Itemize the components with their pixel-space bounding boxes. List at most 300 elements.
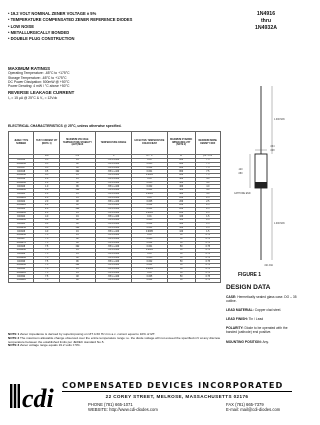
cdi-logo bbox=[10, 378, 58, 414]
table-cell: 19 bbox=[59, 271, 95, 275]
table-cell: 0.002 bbox=[131, 222, 167, 226]
table-cell: 7.5 bbox=[195, 170, 220, 174]
table-cell: 800 bbox=[167, 166, 195, 170]
table-cell: 1N4931A bbox=[9, 271, 34, 275]
table-cell: -55 to +100 bbox=[95, 196, 131, 200]
table-cell: 0.005 bbox=[131, 256, 167, 260]
dimension-label: .021 DIA bbox=[264, 265, 273, 267]
leakage-line: I₀ = 15 µA @ 25°C & V₀ = 12Vdc bbox=[8, 95, 58, 100]
table-cell: -55 to +100 bbox=[95, 249, 131, 253]
table-cell: 0.005 bbox=[131, 275, 167, 279]
table-cell: 1.0 bbox=[34, 192, 59, 196]
table-cell: -55 to +100 bbox=[95, 241, 131, 245]
table-cell: 0.0005 bbox=[131, 249, 167, 253]
table-cell: 0.002 bbox=[131, 204, 167, 208]
table-cell: 192 bbox=[59, 189, 95, 193]
design-text: Any. bbox=[262, 339, 269, 344]
unit-cell: % / °C bbox=[131, 155, 167, 159]
table-cell: 4.0 bbox=[34, 226, 59, 230]
logo-bar bbox=[18, 384, 20, 408]
table-cell: 1.5 bbox=[195, 230, 220, 234]
table-cell: 7.5 bbox=[34, 241, 59, 245]
table-cell: 7.5 bbox=[34, 237, 59, 241]
fax-number: FAX (781) 665-7379 bbox=[226, 402, 264, 407]
table-cell: 19 bbox=[59, 159, 95, 163]
table-cell: -55 to +100 bbox=[95, 271, 131, 275]
unit-cell: mV bbox=[59, 155, 95, 159]
dimension-label: 1.000 MIN bbox=[274, 223, 285, 225]
note-text: The maximum allowable change observed over the entire temperature range i.e. the diode voltage will not exceed the specified mV at any discrete temperature between the established limits per JEDEC standard No.5. bbox=[8, 335, 221, 344]
table-cell: 1N4919 bbox=[9, 177, 34, 181]
table-cell: 2.5 bbox=[195, 204, 220, 208]
design-text: Copper clad steel. bbox=[254, 308, 282, 313]
table-cell: 4.0 bbox=[195, 181, 220, 185]
table-cell: 0.002 bbox=[131, 260, 167, 264]
table-cell: 7.5 bbox=[195, 159, 220, 163]
table-cell: 1N4925A bbox=[9, 226, 34, 230]
design-item bbox=[226, 326, 298, 334]
table-cell: 50 bbox=[167, 256, 195, 260]
table-cell: 0.75 bbox=[195, 279, 220, 283]
rating-line: Storage Temperature: -65°C to +175°C bbox=[8, 75, 67, 80]
table-cell: 48 bbox=[59, 162, 95, 166]
table-cell: 0.75 bbox=[195, 275, 220, 279]
unit-cell: µV / √Hz bbox=[195, 155, 220, 159]
design-text: Diode to be operated with the banded (cathode) end positive. bbox=[226, 326, 288, 335]
table-cell: -55 to +100 bbox=[95, 215, 131, 219]
table-cell: 100 bbox=[167, 230, 195, 234]
table-cell: 1N4923A bbox=[9, 211, 34, 215]
design-item bbox=[226, 308, 298, 312]
feature-item: • DOUBLE PLUG CONSTRUCTION bbox=[8, 36, 75, 42]
notes-section bbox=[8, 333, 222, 348]
table-row bbox=[9, 279, 221, 283]
table-cell: 200 bbox=[167, 207, 195, 211]
rating-line: DC Power Dissipation: 500mW @ +50°C bbox=[8, 79, 70, 84]
table-cell: 1N4932 bbox=[9, 275, 34, 279]
design-label: LEAD MATERIAL: bbox=[226, 308, 254, 313]
table-cell: -55 to +100 bbox=[95, 275, 131, 279]
design-data bbox=[226, 284, 298, 349]
table-cell: 50 bbox=[167, 271, 195, 275]
table-cell: 19 bbox=[59, 196, 95, 200]
column-header: TEST CURRENT IZT (NOTE 1) bbox=[34, 132, 59, 155]
table-cell: 1N4931 bbox=[9, 267, 34, 271]
table-cell: 0.005 bbox=[131, 237, 167, 241]
table-header-row bbox=[9, 132, 221, 155]
table-cell: 48 bbox=[59, 181, 95, 185]
table-cell: -55 to +100 bbox=[95, 219, 131, 223]
footer-rule bbox=[62, 391, 292, 392]
table-cell: 0.75 bbox=[195, 252, 220, 256]
table-cell: 192 bbox=[59, 245, 95, 249]
table-cell: 2.0 bbox=[34, 200, 59, 204]
table-cell: 0.01 bbox=[131, 234, 167, 238]
table-cell: 4.0 bbox=[34, 215, 59, 219]
table-cell: 4.0 bbox=[195, 177, 220, 181]
table-cell: 1N4924 bbox=[9, 215, 34, 219]
design-text: Hermetically sealed glass case. DO – 35 outline. bbox=[226, 295, 297, 304]
table-cell: 50 bbox=[167, 264, 195, 268]
table-cell: 7.5 bbox=[195, 174, 220, 178]
table-cell: 7.5 bbox=[34, 256, 59, 260]
table-cell: 200 bbox=[167, 200, 195, 204]
table-cell: 0.75 bbox=[195, 237, 220, 241]
table-cell: 1N4920 bbox=[9, 185, 34, 189]
table-cell: 1.0 bbox=[34, 177, 59, 181]
table-cell: 50 bbox=[167, 260, 195, 264]
table-cell: 192 bbox=[59, 264, 95, 268]
table-cell: 7.5 bbox=[34, 260, 59, 264]
table-cell: 1N4925 bbox=[9, 222, 34, 226]
table-cell: 1N4927 bbox=[9, 237, 34, 241]
table-cell: 50 bbox=[167, 237, 195, 241]
table-cell: 2.5 bbox=[195, 211, 220, 215]
unit-cell: mA bbox=[34, 155, 59, 159]
table-cell: -55 to +100 bbox=[95, 226, 131, 230]
design-item bbox=[226, 317, 298, 321]
table-cell: 50 bbox=[167, 279, 195, 283]
table-cell: 1N4918 bbox=[9, 170, 34, 174]
table-cell: 0.005 bbox=[131, 162, 167, 166]
table-cell: 4.0 bbox=[34, 219, 59, 223]
note-label: NOTE 3 bbox=[8, 343, 20, 348]
column-header: EFFECTIVE TEMPERATURE COEFFICIENT bbox=[131, 132, 167, 155]
part-number-thru: thru bbox=[260, 18, 272, 24]
table-cell: 400 bbox=[167, 192, 195, 196]
note-text: Zener voltage range equals 19.2 volts ± 5%. bbox=[20, 343, 81, 348]
logo-bar bbox=[10, 384, 12, 408]
table-cell: 0.5 bbox=[34, 170, 59, 174]
table-cell: -55 to +100 bbox=[95, 207, 131, 211]
table-cell: 1N4921 bbox=[9, 192, 34, 196]
table-cell: 400 bbox=[167, 177, 195, 181]
design-label: CASE: bbox=[226, 295, 237, 299]
table-cell: 50 bbox=[167, 234, 195, 238]
table-cell: 7.5 bbox=[34, 264, 59, 268]
table-cell: 1N4928 bbox=[9, 245, 34, 249]
table-cell: 7.5 bbox=[34, 275, 59, 279]
unit-cell: °C bbox=[95, 155, 131, 159]
table-cell: 1N4929A bbox=[9, 256, 34, 260]
table-cell: 4.0 bbox=[34, 230, 59, 234]
table-cell: 48 bbox=[59, 200, 95, 204]
table-cell: -55 to +100 bbox=[95, 234, 131, 238]
table-cell: 1N4932A bbox=[9, 279, 34, 283]
table-cell: 0.001 bbox=[131, 264, 167, 268]
table-cell: 800 bbox=[167, 162, 195, 166]
table-cell: 0.5 bbox=[34, 166, 59, 170]
table-cell: 0.5 bbox=[34, 162, 59, 166]
table-cell: 1N4916 bbox=[9, 159, 34, 163]
table-cell: -55 to +100 bbox=[95, 200, 131, 204]
table-cell: 19 bbox=[59, 267, 95, 271]
table-cell: 0.75 bbox=[195, 245, 220, 249]
table-cell: 0.001 bbox=[131, 189, 167, 193]
table-cell: 100 bbox=[167, 226, 195, 230]
table-cell: 50 bbox=[167, 275, 195, 279]
table-cell: 200 bbox=[167, 196, 195, 200]
column-header: MAXIMUM NOISE DENSITY NDZ bbox=[195, 132, 220, 155]
table-cell: -55 to +100 bbox=[95, 177, 131, 181]
table-cell: 1N4930A bbox=[9, 264, 34, 268]
table-cell: 7.5 bbox=[195, 162, 220, 166]
table-cell: -55 to +100 bbox=[95, 245, 131, 249]
table-cell: 0.001 bbox=[131, 245, 167, 249]
table-cell: 48 bbox=[59, 256, 95, 260]
table-cell: 19 bbox=[59, 174, 95, 178]
table-cell: 7.5 bbox=[34, 245, 59, 249]
company-address: 22 COREY STREET, MELROSE, MASSACHUSETTS 02176 bbox=[105, 394, 249, 399]
table-cell: 96 bbox=[59, 222, 95, 226]
unit-cell: Ω bbox=[167, 155, 195, 159]
table-cell: 19 bbox=[59, 234, 95, 238]
table-cell: 1N4920A bbox=[9, 189, 34, 193]
dimension-label: .028 bbox=[270, 150, 275, 152]
contact-left bbox=[88, 402, 158, 413]
contact-right bbox=[226, 402, 280, 413]
table-cell: 19 bbox=[59, 230, 95, 234]
email-link[interactable]: E-mail: mail@cdi-diodes.com bbox=[226, 407, 281, 413]
table-cell: 1.5 bbox=[195, 219, 220, 223]
table-cell: 50 bbox=[167, 252, 195, 256]
table-cell: 7.5 bbox=[195, 166, 220, 170]
table-cell: 50 bbox=[167, 267, 195, 271]
table-cell: 200 bbox=[167, 204, 195, 208]
table-cell: 19 bbox=[59, 215, 95, 219]
ratings-title: MAXIMUM RATINGS bbox=[8, 66, 51, 71]
feature-item: • METALLURGICALLY BONDED bbox=[8, 29, 70, 35]
diode-outline-drawing bbox=[226, 82, 296, 272]
table-cell: 7.5 bbox=[34, 234, 59, 238]
rating-line: Operating Temperature: -65°C to +175°C bbox=[8, 71, 70, 76]
design-label: LEAD FINISH: bbox=[226, 317, 248, 322]
table-cell: 0.002 bbox=[131, 241, 167, 245]
table-cell: 1N4926 bbox=[9, 230, 34, 234]
table-cell: 0.75 bbox=[195, 256, 220, 260]
table-cell: 2.0 bbox=[34, 207, 59, 211]
maximum-ratings bbox=[8, 66, 213, 100]
table-cell: 1.5 bbox=[195, 222, 220, 226]
table-cell: 96 bbox=[59, 279, 95, 283]
dimension-label: .080 bbox=[238, 173, 243, 175]
table-cell: 4.0 bbox=[195, 192, 220, 196]
table-cell: 0.001 bbox=[131, 170, 167, 174]
table-cell: 2.0 bbox=[34, 204, 59, 208]
rating-line: Power Derating: 4 mW / °C above +50°C bbox=[8, 83, 70, 88]
table-cell: 1N4926A bbox=[9, 234, 34, 238]
table-cell: 0.75 bbox=[195, 267, 220, 271]
table-cell: 1N4922A bbox=[9, 204, 34, 208]
part-number-range bbox=[236, 11, 296, 32]
table-cell: 1N4930 bbox=[9, 260, 34, 264]
table-cell: -55 to +100 bbox=[95, 189, 131, 193]
note-3 bbox=[8, 344, 222, 348]
table-cell: -55 to +100 bbox=[95, 264, 131, 268]
table-cell: 96 bbox=[59, 204, 95, 208]
table-cell: 0.005 bbox=[131, 219, 167, 223]
table-cell: 0.002 bbox=[131, 185, 167, 189]
table-cell: 19 bbox=[59, 211, 95, 215]
part-number-from: 1N4916 bbox=[256, 11, 276, 17]
table-cell: 0.5 bbox=[34, 174, 59, 178]
table-cell: 0.75 bbox=[195, 234, 220, 238]
table-cell: -55 to +100 bbox=[95, 162, 131, 166]
table-cell: 400 bbox=[167, 181, 195, 185]
table-cell: 0.001 bbox=[131, 207, 167, 211]
column-header: MAXIMUM DYNAMIC IMPEDANCE ZZT (NOTE 2) bbox=[167, 132, 195, 155]
table-cell: 19 bbox=[59, 252, 95, 256]
table-cell: 50 bbox=[167, 241, 195, 245]
feature-list bbox=[8, 11, 213, 42]
note-label: NOTE 1 bbox=[8, 332, 20, 336]
table-cell: 1N4921A bbox=[9, 196, 34, 200]
electrical-characteristics-table bbox=[8, 131, 221, 283]
table-cell: 48 bbox=[59, 275, 95, 279]
note-text: Zener impedance is derived by superimposing on IZT A 60 Hz rms a.c. current equal to 10% of IZT. bbox=[20, 332, 156, 336]
table-cell: 1N4916A bbox=[9, 162, 34, 166]
table-cell: -55 to +100 bbox=[95, 211, 131, 215]
table-cell: 7.5 bbox=[34, 271, 59, 275]
design-item bbox=[226, 295, 298, 303]
table-cell: 50 bbox=[167, 249, 195, 253]
table-cell: 100 bbox=[167, 215, 195, 219]
company-footer bbox=[0, 374, 300, 425]
table-cell: 0.01 bbox=[131, 159, 167, 163]
table-cell: -55 to +100 bbox=[95, 204, 131, 208]
table-cell: 7.5 bbox=[34, 267, 59, 271]
table-cell: 0.01 bbox=[131, 177, 167, 181]
table-cell: 400 bbox=[167, 185, 195, 189]
design-item bbox=[226, 340, 298, 344]
table-cell: 200 bbox=[167, 211, 195, 215]
part-number-to: 1N4932A bbox=[255, 25, 277, 31]
table-cell: 1N4924A bbox=[9, 219, 34, 223]
table-cell: 7.5 bbox=[34, 249, 59, 253]
table-cell: 1.5 bbox=[195, 226, 220, 230]
table-cell: 0.75 bbox=[195, 271, 220, 275]
table-cell: 50 bbox=[167, 245, 195, 249]
dimension-label: CATHODE END bbox=[234, 193, 251, 195]
table-cell: 1N4922 bbox=[9, 200, 34, 204]
design-title: DESIGN DATA bbox=[226, 284, 271, 291]
table-cell: -55 to +100 bbox=[95, 230, 131, 234]
table-cell: 1.0 bbox=[34, 181, 59, 185]
table-cell: 800 bbox=[167, 174, 195, 178]
table-cell: 1.0 bbox=[34, 185, 59, 189]
table-cell: 96 bbox=[59, 166, 95, 170]
phone-number: PHONE (781) 665-1071 bbox=[88, 402, 133, 407]
table-cell: 0.75 bbox=[195, 241, 220, 245]
table-body bbox=[9, 159, 221, 283]
table-cell: 2.5 bbox=[195, 200, 220, 204]
table-cell: 0.0005 bbox=[131, 230, 167, 234]
table-cell: 1.5 bbox=[195, 215, 220, 219]
logo-bar bbox=[14, 384, 16, 408]
table-cell: 0.0005 bbox=[131, 211, 167, 215]
table-cell: -55 to +100 bbox=[95, 222, 131, 226]
feature-item: • 19.2 VOLT NOMINAL ZENER VOLTAGE ± 5% bbox=[8, 11, 97, 16]
table-cell: 2.0 bbox=[34, 211, 59, 215]
table-cell: 192 bbox=[59, 226, 95, 230]
logo-text: cdi bbox=[22, 384, 54, 413]
table-cell: 100 bbox=[167, 222, 195, 226]
table-cell: -55 to +100 bbox=[95, 166, 131, 170]
table-cell: 4.0 bbox=[34, 222, 59, 226]
dimension-label: .120 bbox=[238, 169, 243, 171]
table-cell: 1.0 bbox=[34, 189, 59, 193]
table-cell: 0.01 bbox=[131, 196, 167, 200]
table-cell: 7.5 bbox=[34, 279, 59, 283]
note-label: NOTE 2 bbox=[8, 335, 20, 340]
table-cell: 192 bbox=[59, 170, 95, 174]
table-cell: 0.01 bbox=[131, 252, 167, 256]
table-cell: -55 to +100 bbox=[95, 185, 131, 189]
table-cell: 0.0005 bbox=[131, 267, 167, 271]
column-header: MAXIMUM VOLTAGE TEMPERATURE STABILITY (ΔVZ) MAX bbox=[59, 132, 95, 155]
electrical-title: ELECTRICAL CHARACTERISTICS @ 25°C, unless otherwise specified. bbox=[8, 124, 122, 128]
table-cell: 7.5 bbox=[34, 252, 59, 256]
feature-item: • LOW NOISE bbox=[8, 23, 34, 29]
table-cell: 96 bbox=[59, 185, 95, 189]
website-link[interactable]: WEBSITE: http://www.cdi-diodes.com bbox=[88, 407, 158, 413]
column-header: TEMPERATURE RANGE bbox=[95, 132, 131, 155]
table-cell: 4.0 bbox=[195, 189, 220, 193]
table-cell: -55 to +100 bbox=[95, 174, 131, 178]
table-cell: -55 to +100 bbox=[95, 170, 131, 174]
table-cell: 0.0005 bbox=[131, 174, 167, 178]
table-cell: -55 to +100 bbox=[95, 256, 131, 260]
design-text: Tin / Lead bbox=[248, 317, 264, 322]
table-cell: 1N4923 bbox=[9, 207, 34, 211]
table-cell: -55 to +100 bbox=[95, 260, 131, 264]
table-cell: 0.01 bbox=[131, 215, 167, 219]
table-cell: -55 to +100 bbox=[95, 159, 131, 163]
table-cell: 0.5 bbox=[34, 159, 59, 163]
table-cell: 2.5 bbox=[195, 196, 220, 200]
table-cell: 19 bbox=[59, 177, 95, 181]
table-cell: -55 to +100 bbox=[95, 192, 131, 196]
company-name: COMPENSATED DEVICES INCORPORATED bbox=[62, 380, 284, 390]
table-cell: -55 to +100 bbox=[95, 181, 131, 185]
table-cell: 0.002 bbox=[131, 279, 167, 283]
table-cell: 192 bbox=[59, 207, 95, 211]
table-cell: -55 to +100 bbox=[95, 279, 131, 283]
table-cell: 0.0005 bbox=[131, 192, 167, 196]
table-cell: 1N4917 bbox=[9, 166, 34, 170]
dimension-label: 1.000 MIN bbox=[274, 119, 285, 121]
table-cell: 800 bbox=[167, 159, 195, 163]
table-cell: 0.75 bbox=[195, 264, 220, 268]
table-cell: 0.01 bbox=[131, 271, 167, 275]
table-cell: 48 bbox=[59, 219, 95, 223]
table-cell: 4.0 bbox=[195, 185, 220, 189]
table-cell: 19 bbox=[59, 192, 95, 196]
table-cell: 0.75 bbox=[195, 260, 220, 264]
table-cell: 96 bbox=[59, 260, 95, 264]
table-cell: 0.002 bbox=[131, 166, 167, 170]
table-cell: -55 to +100 bbox=[95, 237, 131, 241]
table-cell: 0.001 bbox=[131, 226, 167, 230]
table-cell: 1N4918A bbox=[9, 174, 34, 178]
table-cell: -55 to +100 bbox=[95, 252, 131, 256]
table-cell: 0.75 bbox=[195, 249, 220, 253]
table-cell: 19 bbox=[59, 249, 95, 253]
table-cell: 96 bbox=[59, 241, 95, 245]
table-cell: 1N4919A bbox=[9, 181, 34, 185]
table-cell: 1N4928A bbox=[9, 249, 34, 253]
dimension-label: .034 bbox=[270, 146, 275, 148]
